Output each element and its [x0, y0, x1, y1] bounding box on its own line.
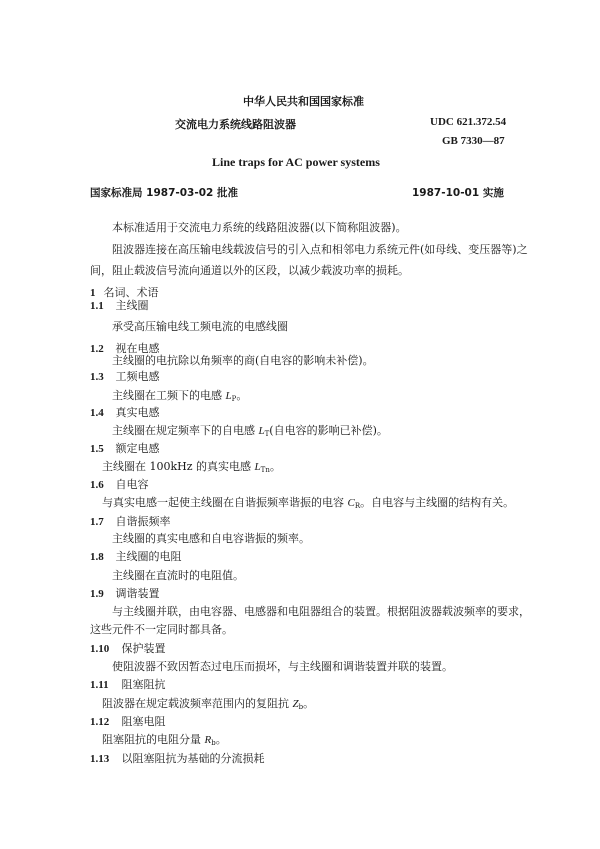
- symbol: Z: [292, 698, 299, 710]
- term-title: 自电容: [115, 478, 149, 491]
- term-1-12-heading: [90, 713, 166, 729]
- national-standard-heading: 中华人民共和国国家标准: [243, 95, 364, 108]
- symbol-subscript: b: [211, 739, 216, 747]
- intro-paragraph-2-line-2: 间，阻止载波信号流向通道以外的区段，以减少载波功率的损耗。: [90, 264, 409, 277]
- definition-text: 阻波器在规定载波频率范围内的复阻抗: [102, 697, 293, 710]
- term-title: 真实电感: [115, 406, 160, 419]
- intro-paragraph-2-line-1: 阻波器连接在高压输电线载波信号的引入点和相邻电力系统元件(如母线、变压器等)之: [112, 243, 528, 256]
- term-number: 1.6: [90, 479, 104, 491]
- effective-date: 1987-10-01 实施: [412, 187, 504, 199]
- symbol-subscript: T: [264, 430, 270, 438]
- symbol-subscript: Tn: [260, 466, 270, 474]
- term-1-1-definition: 承受高压输电线工频电流的电感线圈: [112, 320, 288, 333]
- term-number: 1.13: [90, 753, 110, 765]
- term-number: 1.8: [90, 551, 104, 563]
- approval-line: 国家标准局 1987-03-02 批准: [90, 187, 238, 199]
- gb-code: GB 7330—87: [442, 135, 505, 147]
- term-number: 1.10: [90, 643, 110, 655]
- definition-text: 。: [269, 460, 281, 473]
- term-number: 1.1: [90, 300, 104, 312]
- term-1-6-definition: [102, 494, 514, 510]
- definition-text: 主线圈在规定频率下的自电感: [112, 424, 259, 437]
- term-title: 阻塞阻抗: [121, 678, 166, 691]
- term-title: 主线圈的电阻: [115, 550, 182, 563]
- term-1-5-heading: [90, 440, 160, 456]
- section-1-title: 名词、术语: [103, 286, 159, 299]
- term-1-1-heading: [90, 297, 149, 313]
- term-number: 1.2: [90, 343, 104, 355]
- term-title: 工频电感: [115, 370, 160, 383]
- term-1-8-heading: [90, 548, 182, 564]
- term-1-9-definition-line-2: 这些元件不一定同时都具备。: [90, 623, 233, 636]
- document-title-en: Line traps for AC power systems: [212, 155, 380, 169]
- symbol: C: [347, 497, 355, 509]
- symbol: L: [254, 461, 261, 473]
- term-title: 自谐振频率: [115, 515, 171, 528]
- term-1-9-heading: [90, 585, 160, 601]
- definition-text: 。自电容与主线圈的结构有关。: [360, 496, 515, 509]
- term-1-11-definition: [102, 695, 314, 711]
- term-title: 主线圈: [115, 299, 149, 312]
- definition-text: 阻塞阻抗的电阻分量: [102, 733, 205, 746]
- term-1-11-heading: [90, 676, 166, 692]
- term-1-10-heading: [90, 640, 166, 656]
- symbol: R: [204, 734, 212, 746]
- definition-text: 主线圈在工频下的电感: [112, 389, 226, 402]
- term-1-9-definition-line-1: 与主线圈并联，由电容器、电感器和电阻器组合的装置。根据阻波器载波频率的要求，: [112, 605, 530, 618]
- term-number: 1.11: [90, 679, 109, 691]
- term-number: 1.12: [90, 716, 110, 728]
- section-1-number: 1: [90, 287, 96, 299]
- udc-code: UDC 621.372.54: [430, 116, 507, 128]
- term-number: 1.4: [90, 407, 104, 419]
- intro-paragraph-1: 本标准适用于交流电力系统的线路阻波器(以下简称阻波器)。: [112, 221, 407, 234]
- term-1-3-heading: [90, 368, 160, 384]
- definition-text: 。: [303, 697, 315, 710]
- term-number: 1.5: [90, 443, 104, 455]
- symbol-subscript: P: [231, 395, 237, 403]
- term-title: 调谐装置: [115, 587, 160, 600]
- term-number: 1.3: [90, 371, 104, 383]
- term-title: 阻塞电阻: [121, 715, 166, 728]
- symbol: L: [258, 425, 265, 437]
- term-1-13-heading: [90, 750, 265, 766]
- symbol: L: [225, 390, 232, 402]
- term-title: 视在电感: [115, 342, 160, 355]
- definition-text: 与真实电感一起使主线圈在自谐振频率谐振的电容: [102, 496, 348, 509]
- term-1-12-definition: [102, 731, 227, 747]
- term-number: 1.7: [90, 516, 104, 528]
- term-1-4-definition: [112, 422, 388, 438]
- term-1-10-definition: 使阻波器不致因暂态过电压而损坏，与主线圈和调谐装置并联的装置。: [112, 660, 453, 673]
- term-1-8-definition: 主线圈在直流时的电阻值。: [112, 569, 244, 582]
- definition-text: 。: [215, 733, 227, 746]
- term-1-7-heading: [90, 513, 171, 529]
- document-title-cn: 交流电力系统线路阻波器: [175, 118, 296, 131]
- term-1-6-heading: [90, 476, 149, 492]
- definition-text: (自电容的影响已补偿)。: [269, 424, 388, 437]
- term-title: 保护装置: [121, 642, 166, 655]
- term-1-5-definition: [102, 458, 281, 474]
- term-title: 以阻塞阻抗为基础的分流损耗: [121, 752, 265, 765]
- term-number: 1.9: [90, 588, 104, 600]
- symbol-subscript: b: [298, 703, 304, 711]
- term-1-3-definition: [112, 387, 247, 403]
- definition-text: 主线圈在 100kHz 的真实电感: [102, 460, 255, 473]
- term-1-4-heading: [90, 404, 160, 420]
- symbol-subscript: R: [354, 502, 361, 510]
- definition-text: 。: [236, 389, 248, 402]
- term-1-7-definition: 主线圈的真实电感和自电容谐振的频率。: [112, 532, 310, 545]
- term-title: 额定电感: [115, 442, 160, 455]
- term-1-2-definition: 主线圈的电抗除以角频率的商(自电容的影响未补偿)。: [112, 354, 374, 367]
